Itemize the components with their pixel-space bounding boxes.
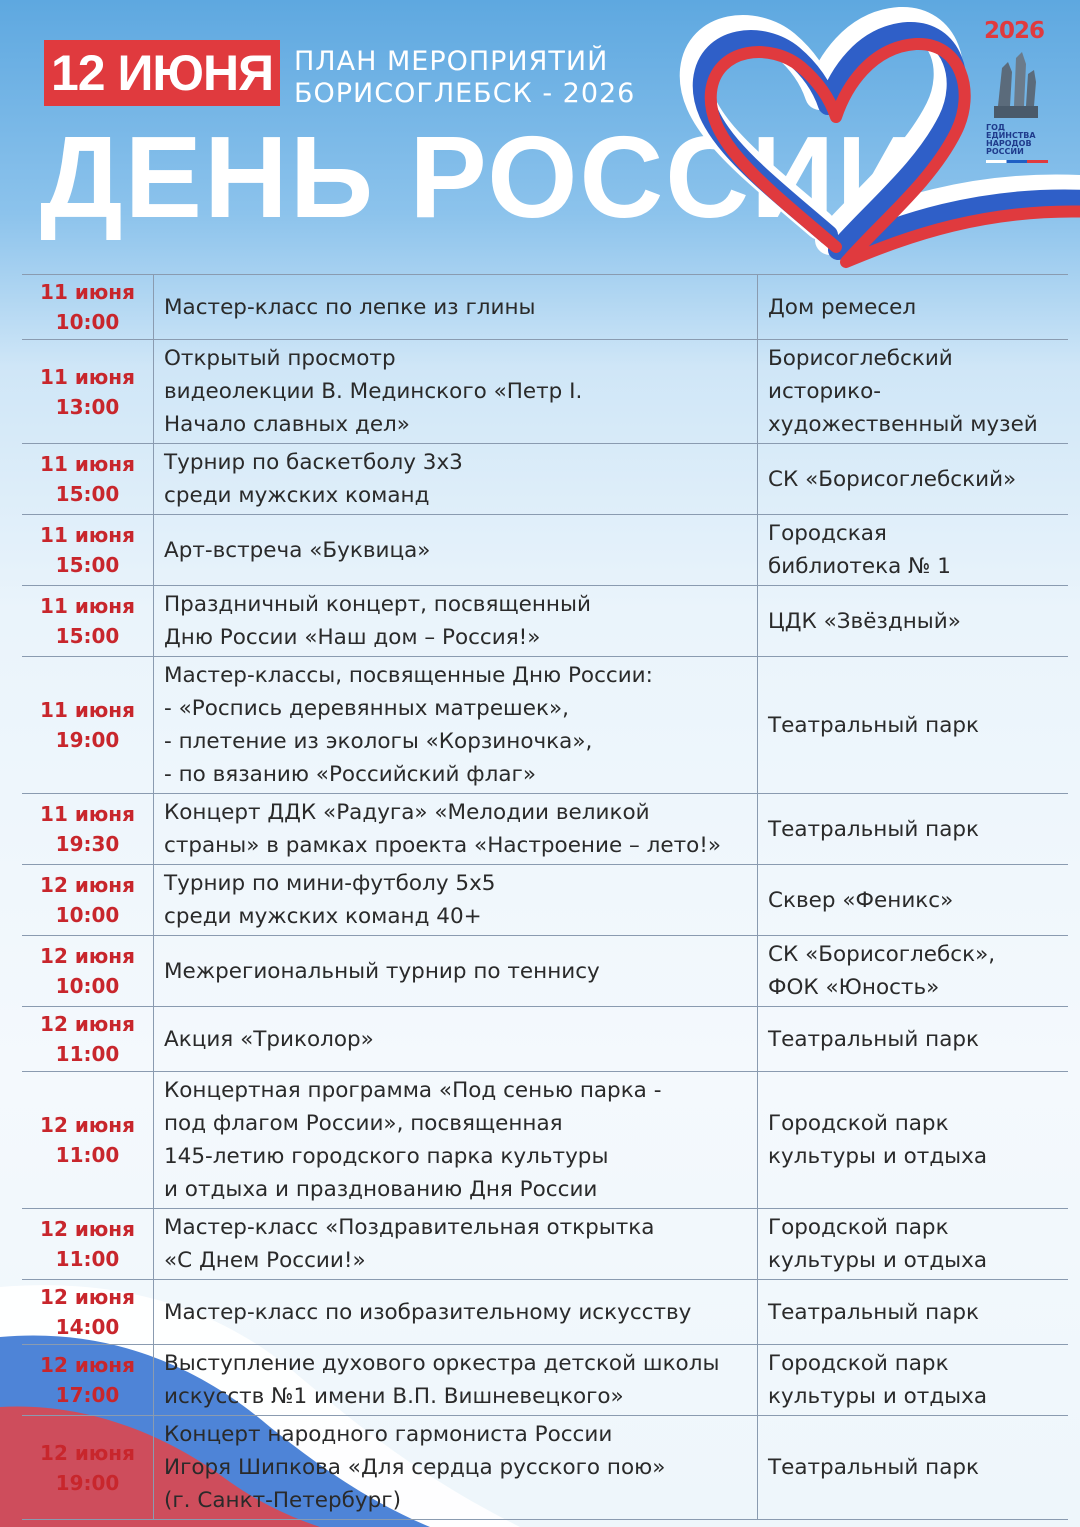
event-title-line: Праздничный концерт, посвященный — [164, 592, 591, 617]
event-title-line: Мастер-класс «Поздравительная открытка — [164, 1215, 655, 1240]
event-location-line: Театральный парк — [768, 816, 980, 842]
event-title-line: Мастер-класс по лепке из глины — [164, 294, 536, 320]
event-title-line: Арт-встреча «Буквица» — [164, 537, 431, 563]
event-title-line: Мастер-классы, посвященные Дню России: — [164, 663, 653, 688]
table-row — [22, 657, 1068, 794]
event-location — [758, 936, 1069, 1007]
logo-caption: ГОД ЕДИНСТВА НАРОДОВ РОССИИ — [986, 123, 1036, 156]
event-location — [758, 444, 1069, 515]
event-title — [154, 1416, 758, 1520]
event-title-line: 145-летию городского парка культуры — [164, 1144, 609, 1169]
event-title — [154, 657, 758, 794]
table-row — [22, 586, 1068, 657]
event-title-line: страны» в рамках проекта «Настроение – лето!» — [164, 833, 722, 858]
event-title-line: Концертная программа «Под сенью парка - — [164, 1078, 662, 1103]
table-row — [22, 936, 1068, 1007]
event-location — [758, 515, 1069, 586]
event-location — [758, 1280, 1069, 1345]
event-title — [154, 1007, 758, 1072]
event-location — [758, 1072, 1069, 1209]
table-row — [22, 1280, 1068, 1345]
event-title — [154, 444, 758, 515]
date-badge: 12 ИЮНЯ — [44, 40, 280, 106]
table-row — [22, 1416, 1068, 1520]
event-datetime — [22, 1007, 154, 1072]
event-day: 12 июня — [40, 1217, 135, 1241]
event-location — [758, 586, 1069, 657]
event-location-line: историко- — [768, 379, 881, 404]
event-time: 13:00 — [55, 394, 120, 419]
event-location-line: культуры и отдыха — [768, 1144, 988, 1169]
event-time: 15:00 — [55, 482, 120, 506]
event-title-line: искусств №1 имени В.П. Вишневецкого» — [164, 1384, 624, 1409]
table-row — [22, 1345, 1068, 1416]
event-schedule-table — [22, 274, 1068, 1520]
event-day: 11 июня — [40, 594, 135, 618]
event-time: 11:00 — [55, 1042, 120, 1066]
event-location-line: библиотека № 1 — [768, 554, 951, 579]
event-location-line: Городской парк — [768, 1351, 949, 1376]
event-location-line: Городская — [768, 521, 887, 546]
event-title-line: (г. Санкт-Петербург) — [164, 1488, 401, 1513]
event-datetime — [22, 936, 154, 1007]
event-time: 10:00 — [55, 974, 120, 998]
event-time: 19:00 — [55, 728, 120, 752]
event-time: 11:00 — [55, 1247, 120, 1271]
event-title — [154, 1072, 758, 1209]
event-location-line: художественный музей — [768, 412, 1038, 437]
plan-subtitle: БОРИСОГЛЕБСК - 2026 — [294, 78, 636, 109]
event-location-line: СК «Борисоглебский» — [768, 466, 1017, 492]
event-location-line: Театральный парк — [768, 1026, 980, 1052]
event-datetime — [22, 1072, 154, 1209]
event-datetime — [22, 586, 154, 657]
event-title — [154, 1209, 758, 1280]
event-datetime — [22, 275, 154, 340]
event-datetime — [22, 865, 154, 936]
event-title-line: Акция «Триколор» — [164, 1026, 374, 1052]
event-datetime — [22, 1209, 154, 1280]
event-title-line: и отдыха и празднованию Дня России — [164, 1177, 598, 1202]
event-title — [154, 794, 758, 865]
table-row — [22, 1072, 1068, 1209]
event-title — [154, 275, 758, 340]
event-location — [758, 1416, 1069, 1520]
event-location-line: Городской парк — [768, 1215, 949, 1240]
event-title-line: Турнир по баскетболу 3х3 — [164, 450, 463, 475]
event-title-line: среди мужских команд 40+ — [164, 904, 482, 929]
event-title-line: «С Днем России!» — [164, 1248, 366, 1273]
event-title-line: - по вязанию «Российский флаг» — [164, 762, 537, 787]
event-location — [758, 1345, 1069, 1416]
event-day: 11 июня — [40, 802, 135, 826]
event-title-line: под флагом России», посвященная — [164, 1111, 563, 1136]
plan-title: ПЛАН МЕРОПРИЯТИЙ — [294, 46, 609, 77]
event-title — [154, 586, 758, 657]
table-row — [22, 1209, 1068, 1280]
event-title-line: Турнир по мини-футболу 5х5 — [164, 871, 496, 896]
event-day: 11 июня — [40, 698, 135, 722]
page-title: ДЕНЬ РОССИИ — [40, 112, 922, 242]
event-location-line: Борисоглебский — [768, 346, 953, 371]
event-title — [154, 340, 758, 444]
event-title-line: Открытый просмотр — [164, 346, 396, 371]
event-datetime — [22, 1280, 154, 1345]
event-title — [154, 515, 758, 586]
event-datetime — [22, 1416, 154, 1520]
event-location-line: культуры и отдыха — [768, 1248, 988, 1273]
event-title — [154, 865, 758, 936]
event-location-line: СК «Борисоглебск», — [768, 942, 996, 967]
event-day: 12 июня — [40, 1353, 135, 1377]
event-datetime — [22, 794, 154, 865]
table-row — [22, 340, 1068, 444]
event-time: 19:30 — [55, 832, 120, 856]
year-of-unity-logo — [984, 18, 1048, 156]
event-title-line: Начало славных дел» — [164, 412, 410, 437]
table-row — [22, 444, 1068, 515]
event-location-line: ФОК «Юность» — [768, 975, 940, 1000]
event-title-line: - «Роспись деревянных матрешек», — [164, 696, 569, 721]
event-day: 11 июня — [40, 280, 135, 304]
event-title — [154, 1345, 758, 1416]
table-row — [22, 515, 1068, 586]
event-location — [758, 657, 1069, 794]
event-title-line: Концерт ДДК «Радуга» «Мелодии великой — [164, 800, 650, 825]
event-time: 17:00 — [55, 1383, 120, 1407]
event-location-line: Сквер «Феникс» — [768, 887, 954, 913]
event-location — [758, 1007, 1069, 1072]
event-title-line: Игоря Шипкова «Для сердца русского пою» — [164, 1455, 666, 1480]
event-time: 11:00 — [55, 1143, 120, 1167]
event-time: 19:00 — [55, 1470, 120, 1495]
table-row — [22, 865, 1068, 936]
event-day: 12 июня — [40, 1012, 135, 1036]
event-location — [758, 1209, 1069, 1280]
event-time: 14:00 — [55, 1315, 120, 1339]
header — [0, 0, 1080, 270]
table-row — [22, 794, 1068, 865]
table-row — [22, 275, 1068, 340]
event-title-line: Межрегиональный турнир по теннису — [164, 958, 600, 984]
event-title-line: Выступление духового оркестра детской школы — [164, 1351, 720, 1376]
event-day: 12 июня — [40, 944, 135, 968]
logo-year: 2026 — [984, 18, 1045, 44]
event-datetime — [22, 444, 154, 515]
event-day: 12 июня — [40, 1440, 135, 1465]
event-location-line: Театральный парк — [768, 1455, 980, 1480]
event-title — [154, 936, 758, 1007]
event-title-line: Концерт народного гармониста России — [164, 1422, 613, 1447]
event-location-line: Городской парк — [768, 1111, 949, 1136]
event-location-line: ЦДК «Звёздный» — [768, 608, 961, 634]
event-day: 11 июня — [40, 364, 135, 389]
event-title-line: видеолекции В. Мединского «Петр I. — [164, 379, 583, 404]
logo-flag-stripe — [986, 160, 1048, 163]
event-title — [154, 1280, 758, 1345]
event-time: 10:00 — [55, 310, 120, 334]
event-time: 15:00 — [55, 624, 120, 648]
event-location-line: культуры и отдыха — [768, 1384, 988, 1409]
event-day: 11 июня — [40, 523, 135, 547]
event-day: 12 июня — [40, 873, 135, 897]
monument-icon — [988, 48, 1044, 120]
event-location-line: Театральный парк — [768, 1299, 980, 1325]
event-datetime — [22, 657, 154, 794]
event-location-line: Театральный парк — [768, 712, 980, 738]
event-title-line: - плетение из экологы «Корзиночка», — [164, 729, 593, 754]
event-title-line: среди мужских команд — [164, 483, 430, 508]
event-time: 15:00 — [55, 553, 120, 577]
event-location-line: Дом ремесел — [768, 294, 917, 320]
event-location — [758, 794, 1069, 865]
event-day: 12 июня — [40, 1285, 135, 1309]
event-location — [758, 275, 1069, 340]
event-title-line: Мастер-класс по изобразительному искусству — [164, 1299, 692, 1325]
event-datetime — [22, 340, 154, 444]
event-location — [758, 340, 1069, 444]
table-row — [22, 1007, 1068, 1072]
event-location — [758, 865, 1069, 936]
event-time: 10:00 — [55, 903, 120, 927]
event-datetime — [22, 515, 154, 586]
event-day: 12 июня — [40, 1113, 135, 1137]
event-day: 11 июня — [40, 452, 135, 476]
event-datetime — [22, 1345, 154, 1416]
event-title-line: Дню России «Наш дом – Россия!» — [164, 625, 541, 650]
